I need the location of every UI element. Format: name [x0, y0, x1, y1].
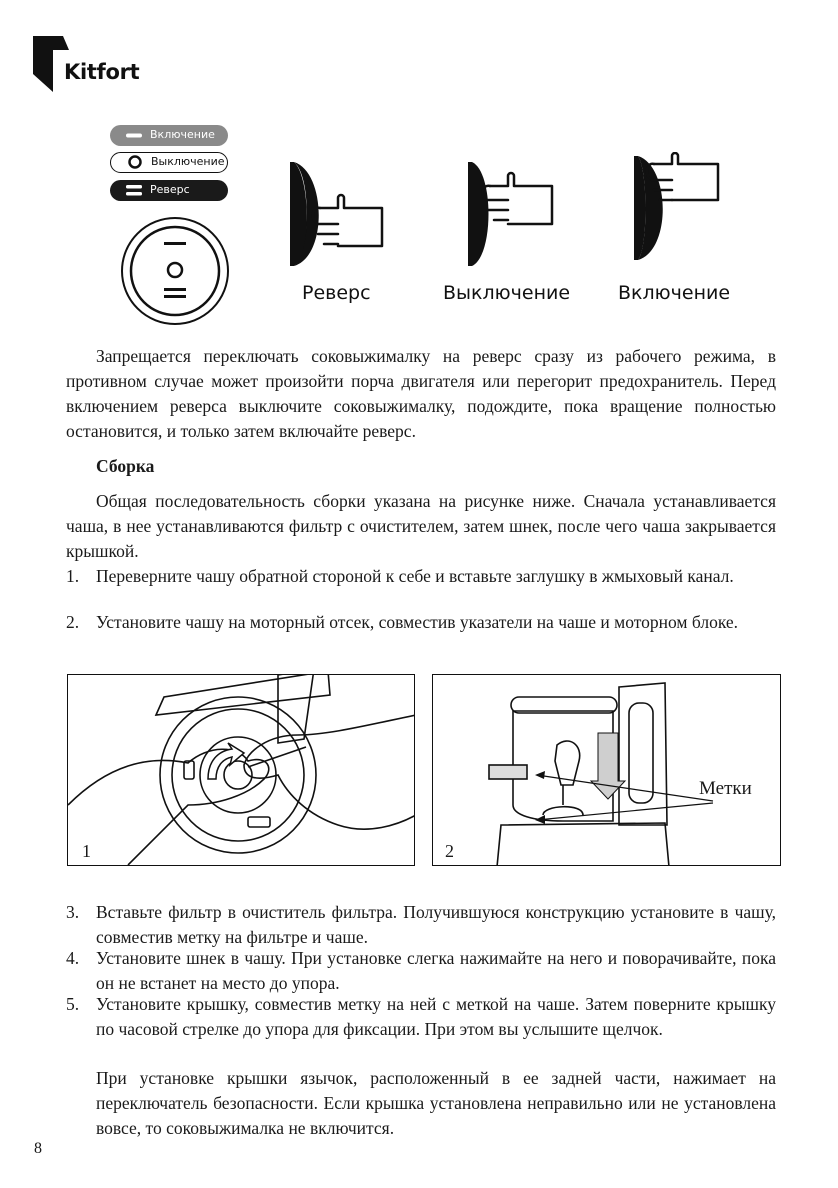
step-number: 5. [66, 994, 80, 1014]
circle-icon [125, 153, 145, 171]
list-item [66, 900, 776, 950]
step-text: Установите чашу на моторный отсек, совместив указатели на чаше и моторном блоке. [96, 612, 739, 632]
figure-1 [67, 674, 415, 866]
bowl-plug-illustration-icon [68, 675, 415, 866]
caption-on: Включение [618, 282, 731, 304]
caption-reverse: Реверс [302, 282, 371, 304]
step-text: Вставьте фильтр в очиститель фильтра. Получившуюся конструкцию установите в чашу, совместив метку на фильтре и чаше. [96, 902, 776, 947]
legend-off-label: Выключение [151, 155, 225, 168]
legend-on [110, 125, 228, 146]
legend-reverse [110, 180, 228, 201]
figure-2-label: Метки [699, 778, 752, 799]
figure-2 [432, 674, 781, 866]
double-dash-icon [124, 180, 144, 201]
caption-off: Выключение [443, 282, 571, 304]
step-number: 2. [66, 612, 80, 632]
bowl-motor-illustration-icon [433, 675, 781, 866]
assembly-intro: Общая последовательность сборки указана на рисунке ниже. Сначала устанавливается чаша, в нее устанавливаются фильтр с очистителем, затем шнек, после чего чаша закрывается крышкой. [66, 491, 776, 561]
figure-2-number: 2 [445, 841, 454, 861]
assembly-heading: Сборка [96, 456, 155, 476]
step-text: Переверните чашу обратной стороной к себе и вставьте заглушку в жмыховый канал. [96, 566, 734, 586]
legend-on-label: Включение [150, 128, 215, 141]
round-switch-icon [120, 216, 230, 326]
brand-logo-text: Kitfort [64, 60, 140, 84]
list-item [66, 564, 776, 614]
list-item [66, 610, 776, 660]
step-5-note: При установке крышки язычок, расположенный в ее задней части, нажимает на переключатель безопасности. Если крышка установлена неправильно или не установлена вовсе, то соковыжималка не включится. [96, 1068, 776, 1138]
legend-reverse-label: Реверс [150, 183, 190, 196]
warning-paragraph: Запрещается переключать соковыжималку на реверс сразу из рабочего режима, в противном случае может произойти порча двигателя или перегорит предохранитель. Перед включением реверса выключите соковыжималку, подождите, пока вращение полностью остановится, и только затем включайте реверс. [66, 346, 776, 441]
step-number: 4. [66, 948, 80, 968]
list-item [66, 946, 776, 996]
figure-1-number: 1 [82, 841, 91, 861]
rocker-off-icon [468, 158, 568, 270]
rocker-reverse-icon [290, 158, 390, 270]
step-number: 3. [66, 902, 80, 922]
legend-off [110, 152, 228, 173]
step-text: Установите крышку, совместив метку на ней с меткой на чаше. Затем поверните крышку по часовой стрелке до упора для фиксации. При этом вы услышите щелчок. [96, 994, 776, 1039]
step-number: 1. [66, 566, 80, 586]
rocker-on-icon [634, 152, 734, 264]
step-text: Установите шнек в чашу. При установке слегка нажимайте на него и поворачивайте, пока он не встанет на место до упора. [96, 948, 776, 993]
dash-icon [124, 125, 144, 146]
list-item [66, 992, 776, 1067]
page-number: 8 [34, 1140, 42, 1157]
